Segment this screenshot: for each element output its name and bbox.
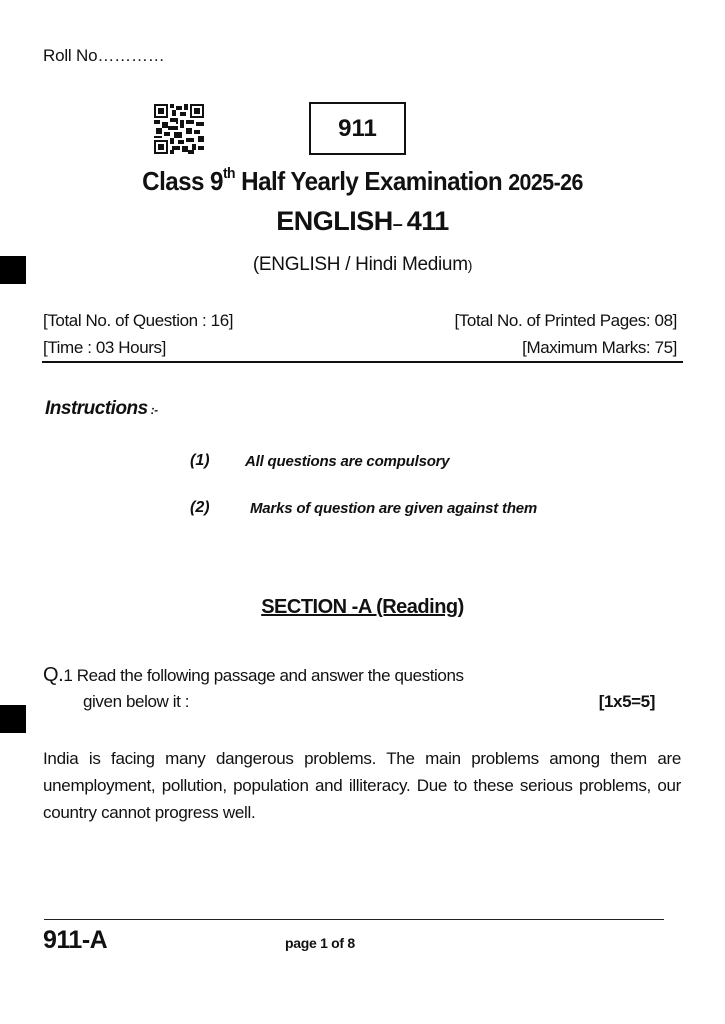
printed-pages: [Total No. of Printed Pages: 08]: [454, 311, 677, 330]
subject-name: ENGLISH: [276, 206, 393, 236]
footer-divider: [44, 919, 664, 920]
question-text-line1: Read the following passage and answer the questions: [72, 666, 464, 685]
title-class: Class 9: [142, 166, 223, 196]
medium-close-paren: ): [467, 257, 473, 273]
exam-title: [25, 166, 699, 197]
instructions-heading-suffix: :-: [147, 403, 158, 417]
title-superscript: th: [222, 165, 236, 183]
title-year: 2025-26: [508, 169, 583, 195]
scan-marker: [0, 705, 26, 733]
question-label: Q.: [43, 664, 64, 686]
question-1-marks: [1x5=5]: [598, 692, 655, 711]
footer-paper-code: 911-A: [43, 926, 108, 954]
instruction-number: (1): [190, 452, 210, 469]
roll-number-label: Roll No…………: [43, 46, 165, 65]
paper-code-box: [309, 102, 406, 155]
instruction-text: All questions are compulsory: [245, 453, 450, 470]
instruction-text: Marks of question are given against them: [250, 500, 538, 517]
question-1-prompt: [43, 664, 464, 687]
total-questions: [Total No. of Question : 16]: [43, 311, 234, 330]
question-number: 1: [63, 666, 73, 685]
instructions-heading-text: Instructions: [45, 398, 148, 419]
instruction-number: (2): [190, 499, 210, 516]
medium-text: (ENGLISH / Hindi Medium: [252, 254, 468, 275]
medium-label: [0, 254, 725, 276]
section-heading: SECTION -A (Reading): [261, 596, 464, 618]
reading-passage: India is facing many dangerous problems. The main problems among them are unemployment, pollution, population and illiteracy. Due to these serious problems, our country cannot progress well.: [43, 749, 681, 822]
paper-code: 911: [338, 114, 377, 142]
subject-dash: –: [392, 214, 407, 234]
exam-time: [Time : 03 Hours]: [43, 338, 166, 357]
subject-title: [0, 206, 725, 237]
page-number: page 1 of 8: [285, 935, 355, 951]
question-1-prompt-line2: given below it :: [83, 692, 190, 711]
maximum-marks: [Maximum Marks: 75]: [522, 338, 677, 357]
header-divider: [42, 361, 683, 363]
scan-marker: [0, 256, 26, 284]
qr-code-icon: [154, 104, 204, 154]
title-main: Half Yearly Examination: [235, 166, 509, 196]
subject-code: 411: [406, 206, 449, 236]
instructions-heading: [45, 398, 158, 420]
